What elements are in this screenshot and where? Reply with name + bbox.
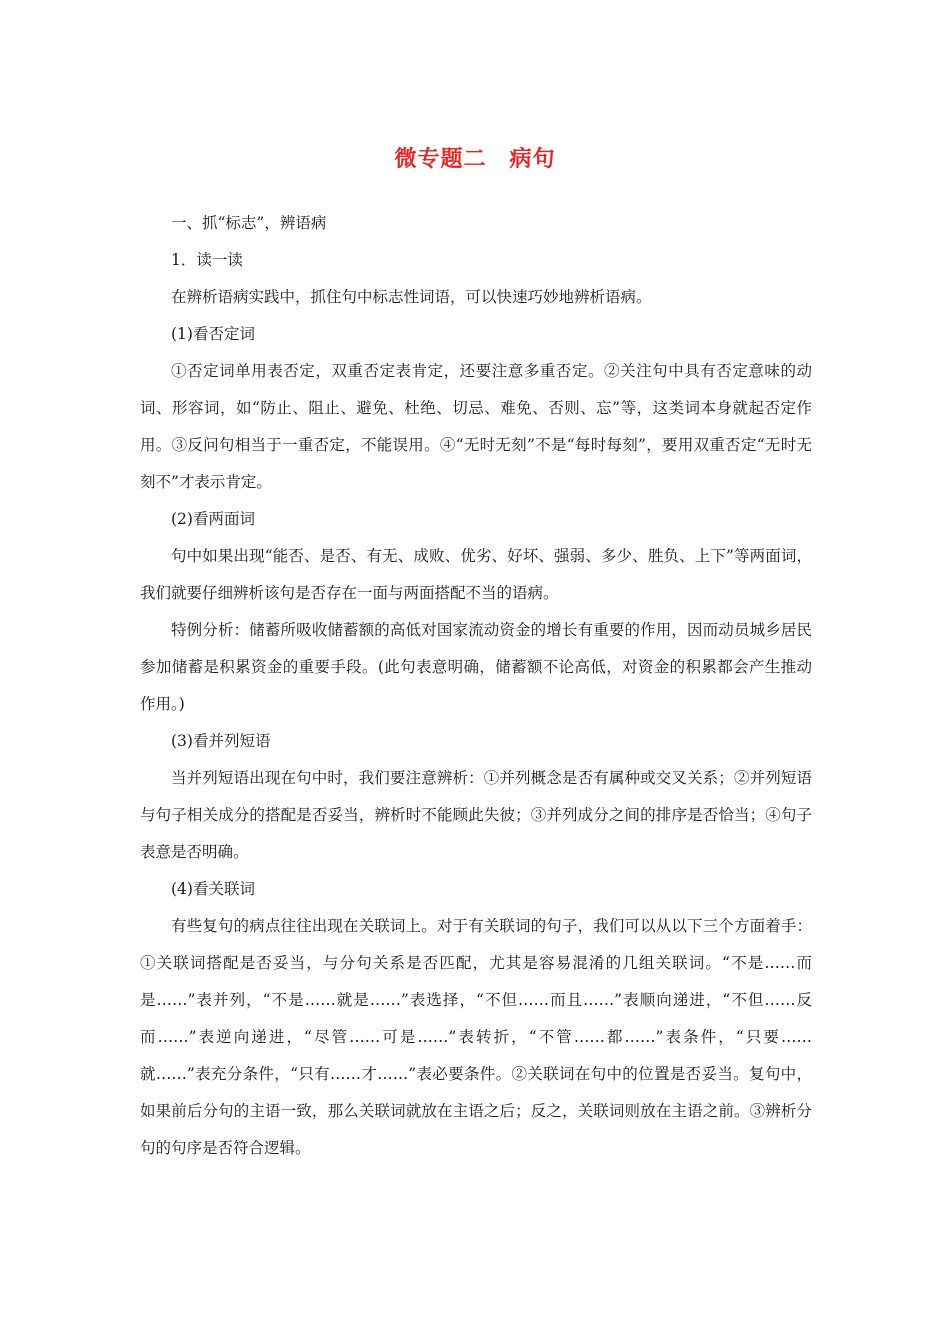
subsection-heading: 1．读一读 <box>171 251 243 269</box>
item-heading-two-sided: (2)看两面词 <box>171 510 255 528</box>
page-title: 微专题二 病句 <box>394 147 556 172</box>
item-heading-negation: (1)看否定词 <box>171 325 255 343</box>
item-heading-parallel: (3)看并列短语 <box>171 732 271 750</box>
section-heading: 一、抓“标志”，辨语病 <box>171 214 327 232</box>
paragraph-conjunctions: 有些复句的病点往往出现在关联词上。对于有关联词的句子，我们可以从以下三个方面着手：①关联词搭配是否妥当，与分句关系是否匹配，尤其是容易混淆的几组关联词。“不是……而是……”表并列，“不是……就是……”表选择，“不但……而且……”表顺向递进，“不但……反而……”表逆向递进，“尽管……可是……”表转折，“不管……都……”表条件，“只要……就……”表充分条件，“只有……才……”表必要条件。②关联词在句中的位置是否妥当。复句中，如果前后分句的主语一致，那么关联词就放在主语之后；反之，关联词则放在主语之前。③辨析分句的句序是否符合逻辑。 <box>140 917 812 1157</box>
item-heading-conjunctions: (4)看关联词 <box>171 880 255 898</box>
document-body <box>140 205 812 1167</box>
intro-paragraph: 在辨析语病实践中，抓住句中标志性词语，可以快速巧妙地辨析语病。 <box>171 288 652 306</box>
paragraph-negation: ①否定词单用表否定，双重否定表肯定，还要注意多重否定。②关注句中具有否定意味的动词、形容词，如“防止、阻止、避免、杜绝、切忌、难免、否则、忘”等，这类词本身就起否定作用。③反问句相当于一重否定，不能误用。④“无时无刻”不是“每时每刻”，要用双重否定“无时无刻不”才表示肯定。 <box>140 362 812 491</box>
paragraph-special-case: 特例分析：储蓄所吸收储蓄额的高低对国家流动资金的增长有重要的作用，因而动员城乡居民参加储蓄是积累资金的重要手段。(此句表意明确，储蓄额不论高低，对资金的积累都会产生推动作用。) <box>140 621 812 713</box>
paragraph-parallel: 当并列短语出现在句中时，我们要注意辨析：①并列概念是否有属种或交叉关系；②并列短语与句子相关成分的搭配是否妥当，辨析时不能顾此失彼；③并列成分之间的排序是否恰当；④句子表意是否明确。 <box>140 769 812 861</box>
paragraph-two-sided: 句中如果出现“能否、是否、有无、成败、优劣、好坏、强弱、多少、胜负、上下”等两面词，我们就要仔细辨析该句是否存在一面与两面搭配不当的语病。 <box>140 547 812 602</box>
